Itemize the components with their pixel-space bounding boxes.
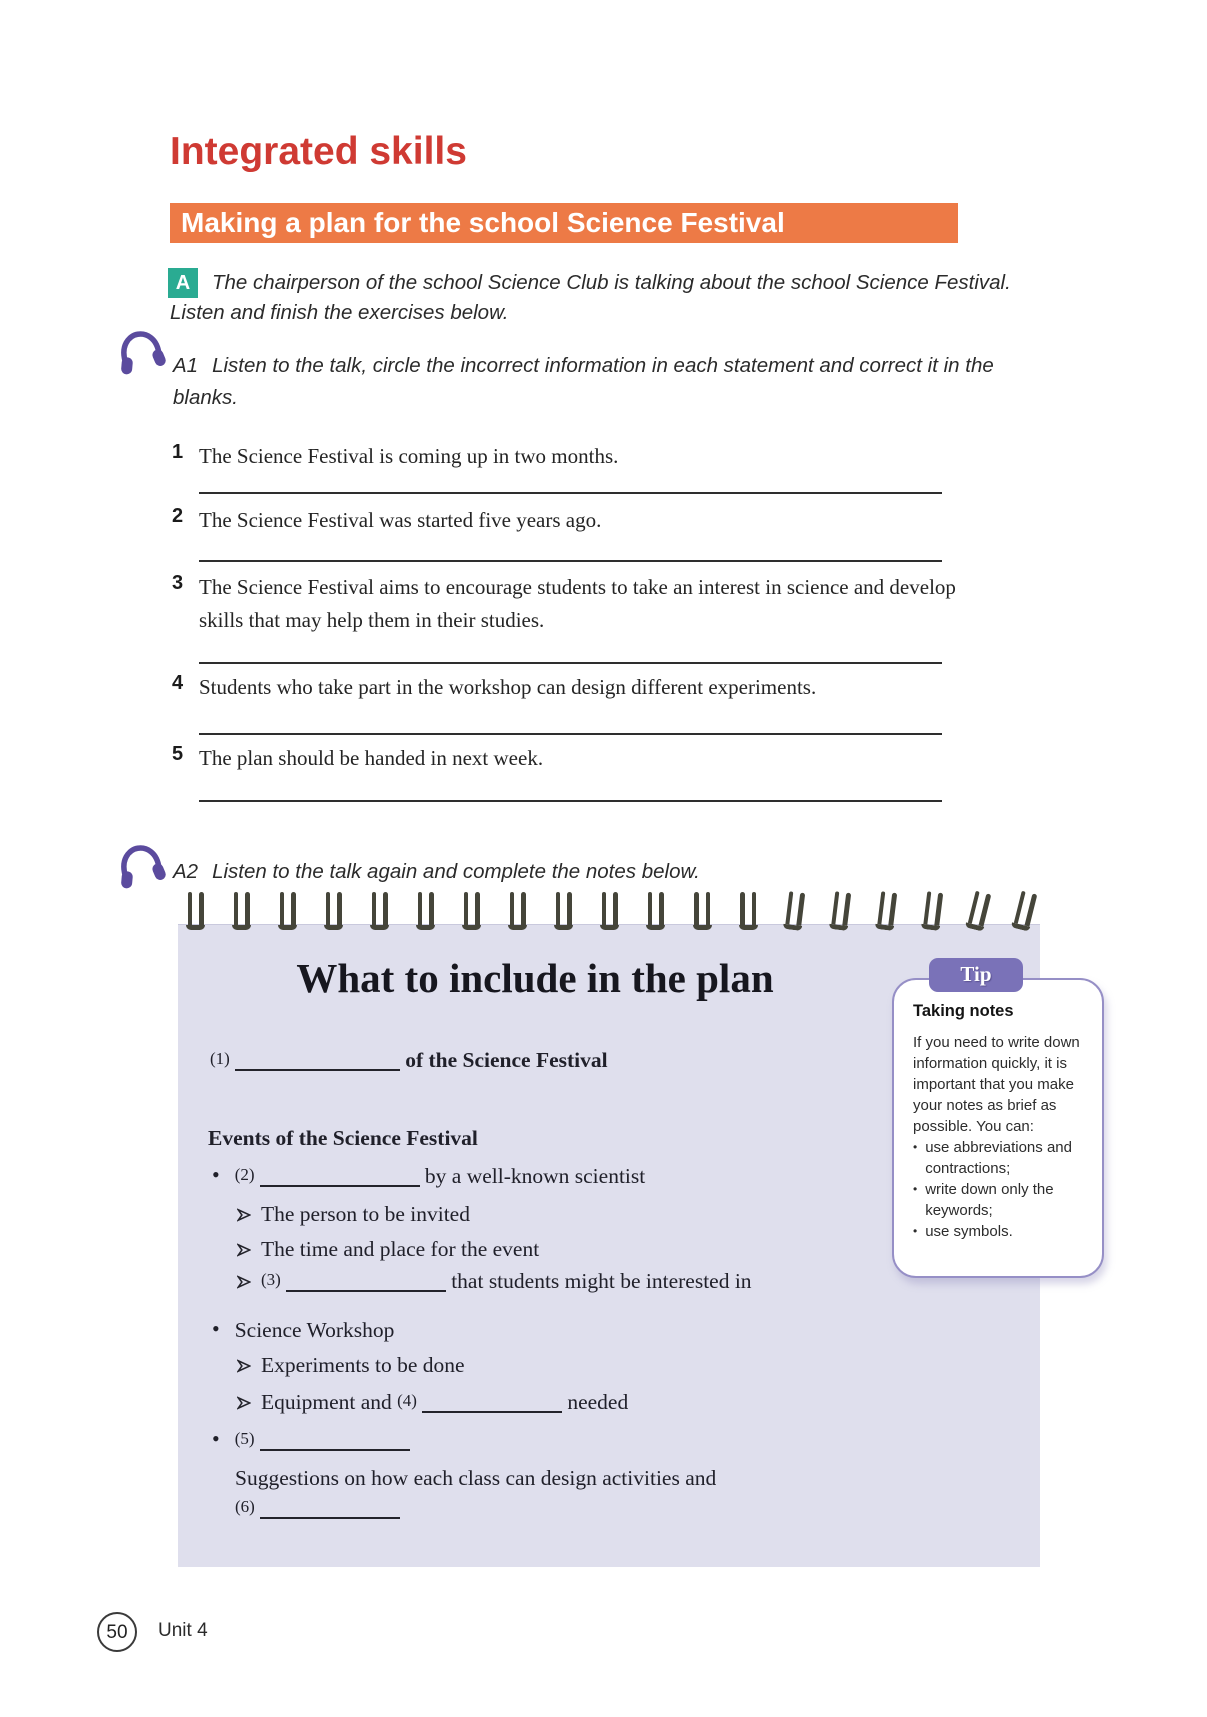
answer-line <box>199 560 942 562</box>
statement-number: 1 <box>172 441 184 463</box>
lesson-banner: Making a plan for the school Science Festival <box>170 203 958 243</box>
note-bullet-line <box>212 1426 410 1453</box>
spiral-staple-icon <box>828 891 851 931</box>
answer-blank <box>422 1392 562 1413</box>
answer-line <box>199 492 942 494</box>
tip-bullet-text: use symbols. <box>925 1223 1013 1240</box>
unit-label: Unit 4 <box>158 1620 208 1641</box>
a2-instruction <box>173 860 700 884</box>
arrow-bullet-icon <box>237 1243 251 1257</box>
statement-number: 4 <box>172 672 184 694</box>
note-text: Science Workshop <box>234 1318 395 1342</box>
a1-instruction-text: Listen to the talk, circle the incorrect information in each statement and correct it in the <box>212 354 994 377</box>
spiral-binding <box>186 892 1034 926</box>
dot-bullet-icon: • <box>913 1224 918 1238</box>
answer-blank <box>286 1271 446 1292</box>
page-title: Integrated skills <box>170 130 467 173</box>
blank-marker: (5) <box>234 1429 255 1448</box>
note-arrow-line <box>237 1269 752 1294</box>
tip-heading: Taking notes <box>913 1002 1014 1020</box>
tip-body-text: If you need to write down information quickly, it is important that you make your notes as brief as possible. You can: <box>913 1034 1080 1135</box>
spiral-staple-icon <box>921 891 944 931</box>
note-bullet-line <box>212 1316 394 1343</box>
page-number-badge: 50 <box>97 1612 137 1652</box>
headphones-icon <box>112 840 169 898</box>
note-bullet-line <box>212 1162 645 1189</box>
statement-text: The Science Festival was started five years ago. <box>199 508 602 532</box>
a1-label: A1 <box>173 354 199 377</box>
statement-number: 5 <box>172 743 184 765</box>
statement-number: 3 <box>172 572 184 594</box>
spiral-staple-icon <box>782 891 805 931</box>
note-text: that students might be interested in <box>451 1269 752 1293</box>
dot-bullet-icon: • <box>913 1140 918 1154</box>
note-text: The person to be invited <box>261 1202 470 1226</box>
note-fill-line-1 <box>210 1048 608 1073</box>
tip-bullet-item <box>913 1137 1093 1179</box>
spiral-staple-icon <box>964 890 992 931</box>
spiral-staple-icon <box>739 892 758 930</box>
answer-blank <box>260 1498 400 1519</box>
tip-bullet-text: write down only the keywords; <box>925 1181 1054 1219</box>
tip-tab: Tip <box>929 958 1023 992</box>
arrow-bullet-icon <box>237 1396 251 1410</box>
blank-marker: (2) <box>234 1165 255 1184</box>
spiral-staple-icon <box>278 892 297 930</box>
section-a-intro-line2: Listen and finish the exercises below. <box>170 301 509 324</box>
answer-line <box>199 733 942 735</box>
tip-content <box>913 1032 1093 1242</box>
note-text: Equipment and <box>261 1390 392 1414</box>
spiral-staple-icon <box>646 892 665 930</box>
answer-blank <box>235 1050 400 1071</box>
statement-text: The plan should be handed in next week. <box>199 746 544 770</box>
note-arrow-line <box>237 1237 539 1262</box>
statement-text: The Science Festival is coming up in two months. <box>199 444 619 468</box>
note-text: by a well-known scientist <box>424 1164 646 1188</box>
dot-bullet-icon: • <box>212 1162 220 1187</box>
tip-bullet-item <box>913 1179 1093 1221</box>
note-fill-line-6 <box>235 1496 400 1521</box>
headphones-icon <box>112 326 169 384</box>
tip-bullet-text: use abbreviations and contractions; <box>925 1139 1072 1177</box>
spiral-staple-icon <box>508 892 527 930</box>
note-arrow-line <box>237 1202 470 1227</box>
statement-text: Students who take part in the workshop can design different experiments. <box>199 675 817 699</box>
note-text: needed <box>567 1390 629 1414</box>
answer-line <box>199 800 942 802</box>
spiral-staple-icon <box>693 892 712 930</box>
blank-marker: (6) <box>235 1497 255 1516</box>
note-arrow-line <box>237 1353 465 1378</box>
spiral-staple-icon <box>370 892 389 930</box>
answer-blank <box>260 1430 410 1451</box>
statement-number: 2 <box>172 505 184 527</box>
spiral-staple-icon <box>232 892 251 930</box>
note-arrow-line <box>237 1390 628 1415</box>
spiral-staple-icon <box>600 892 619 930</box>
note-text: of the Science Festival <box>405 1048 608 1072</box>
blank-marker: (4) <box>397 1391 417 1410</box>
dot-bullet-icon: • <box>913 1182 918 1196</box>
dot-bullet-icon: • <box>212 1426 220 1451</box>
section-a-intro-line1: The chairperson of the school Science Club is talking about the school Science Festival. <box>212 271 1011 294</box>
spiral-staple-icon <box>416 892 435 930</box>
arrow-bullet-icon <box>237 1359 251 1373</box>
answer-blank <box>260 1166 420 1187</box>
answer-line <box>199 662 942 664</box>
spiral-staple-icon <box>462 892 481 930</box>
a1-instruction-line2: blanks. <box>173 386 238 409</box>
tip-bullet-item <box>913 1221 1093 1242</box>
spiral-staple-icon <box>324 892 343 930</box>
note-text: The time and place for the event <box>261 1237 540 1261</box>
arrow-bullet-icon <box>237 1208 251 1222</box>
spiral-staple-icon <box>554 892 573 930</box>
notes-events-heading: Events of the Science Festival <box>208 1126 478 1150</box>
note-text: Experiments to be done <box>261 1353 465 1377</box>
dot-bullet-icon: • <box>212 1316 220 1341</box>
section-a-badge: A <box>168 268 198 298</box>
spiral-staple-icon <box>186 892 205 930</box>
a1-instruction-line1 <box>173 354 994 378</box>
note-text-line: Suggestions on how each class can design activities and <box>235 1466 717 1490</box>
statement-text: The Science Festival aims to encourage students to take an interest in science and develop skills that may help them in their studies. <box>199 575 956 632</box>
arrow-bullet-icon <box>237 1275 251 1289</box>
spiral-staple-icon <box>874 891 897 931</box>
a2-instruction-text: Listen to the talk again and complete the notes below. <box>212 860 700 883</box>
blank-marker: (1) <box>210 1049 230 1068</box>
notes-title: What to include in the plan <box>296 955 774 1001</box>
blank-marker: (3) <box>261 1270 281 1289</box>
a2-label: A2 <box>173 860 199 883</box>
